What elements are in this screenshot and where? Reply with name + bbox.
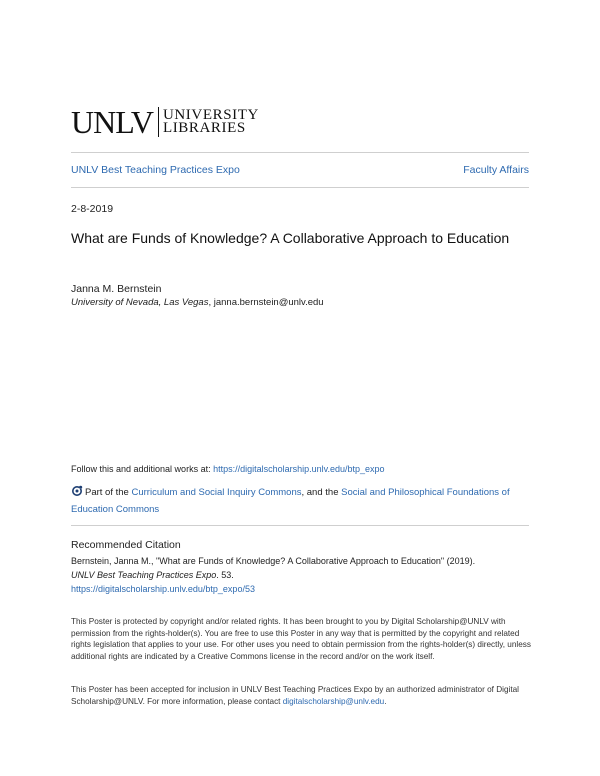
logo-unlv-wordmark: UNLV	[71, 104, 153, 140]
follow-prefix: Follow this and additional works at:	[71, 464, 214, 474]
paper-title: What are Funds of Knowledge? A Collaborative Approach to Education	[71, 230, 510, 246]
recommended-citation-heading: Recommended Citation	[71, 539, 181, 551]
citation-url-link[interactable]: https://digitalscholarship.unlv.edu/btp_expo/53	[71, 584, 255, 594]
follow-line	[71, 464, 385, 474]
citation-number: . 53.	[216, 570, 234, 580]
publication-date: 2-8-2019	[71, 203, 114, 215]
contact-email-link[interactable]: digitalscholarship@unlv.edu	[282, 696, 385, 706]
collection-url-link[interactable]: https://digitalscholarship.unlv.edu/btp_expo	[213, 464, 385, 474]
logo-university-libraries	[163, 109, 259, 135]
author-email: , janna.bernstein@unlv.edu	[208, 297, 324, 308]
acceptance-text: This Poster has been accepted for inclusion in UNLV Best Teaching Practices Expo by an authorized administrator of Digital Scholarship@UNLV. For more information, please contact	[71, 685, 519, 706]
author-institution: University of Nevada, Las Vegas	[71, 297, 209, 308]
top-divider	[71, 152, 529, 153]
commons-line	[71, 484, 531, 518]
series-link[interactable]: UNLV Best Teaching Practices Expo	[71, 164, 240, 176]
acceptance-statement	[71, 684, 531, 707]
citation-text: Bernstein, Janna M., "What are Funds of Knowledge? A Collaborative Approach to Education" (2019).	[71, 556, 476, 566]
logo-line-libraries: LIBRARIES	[162, 120, 246, 136]
faculty-affairs-link[interactable]: Faculty Affairs	[463, 164, 529, 176]
curriculum-commons-link[interactable]: Curriculum and Social Inquiry Commons	[131, 487, 302, 498]
network-icon	[71, 485, 83, 497]
acceptance-end: .	[384, 696, 387, 706]
recommended-citation	[71, 554, 531, 596]
commons-mid: , and the	[301, 487, 342, 498]
author-affiliation	[71, 297, 324, 308]
nav-divider	[71, 187, 529, 188]
citation-divider	[71, 525, 529, 526]
rights-statement: This Poster is protected by copyright and/or related rights. It has been brought to you by Digital Scholarship@UNLV with permission from the rights-holder(s). You are free to use this Poster in any way that is permitted by the copyright and related rights legislation that applies to your use. For other uses you need to obtain permission from the rights-holder(s) directly, unless additional rights are indicated by a Creative Commons license in the record and/or on the work itself.	[71, 617, 531, 661]
author-name: Janna M. Bernstein	[71, 283, 162, 295]
foundations-commons-link[interactable]: Social and Philosophical Foundations of Education Commons	[71, 487, 510, 515]
citation-series: UNLV Best Teaching Practices Expo	[71, 570, 217, 580]
logo-divider	[158, 107, 159, 137]
unlv-libraries-logo	[71, 106, 259, 138]
commons-prefix: Part of the	[85, 487, 132, 498]
logo-line-university: UNIVERSITY	[162, 107, 259, 123]
